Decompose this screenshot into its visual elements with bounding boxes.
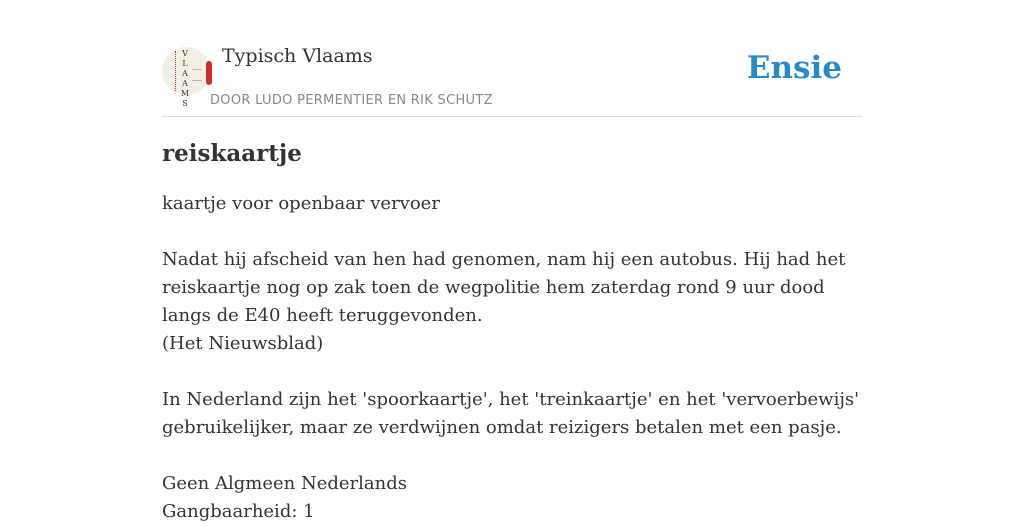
site-title[interactable]: Typisch Vlaams xyxy=(222,45,373,67)
entry-definition: kaartje voor openbaar vervoer xyxy=(162,193,440,214)
logo-letter: S xyxy=(182,99,188,108)
logo-red-bar xyxy=(206,61,212,85)
entry-rating: Gangbaarheid: 1 xyxy=(162,501,315,522)
header xyxy=(162,0,862,117)
entry-body xyxy=(162,190,862,526)
logo-letters xyxy=(180,49,190,109)
logo-letter: A xyxy=(182,79,188,88)
entry-term: reiskaartje xyxy=(162,140,302,167)
logo-letter: L xyxy=(182,59,188,68)
entry-quote: Nadat hij afscheid van hen had genomen, nam hij een autobus. Hij had het reiskaartje nog op zak toen de wegpolitie hem zaterdag rond 9 uur dood langs de E40 heeft teruggevonden. xyxy=(162,249,846,326)
logo-letter: A xyxy=(182,69,188,78)
ensie-brand-logo[interactable]: Ensie xyxy=(746,50,842,86)
entry-label: Geen Algmeen Nederlands xyxy=(162,473,407,494)
byline: DOOR LUDO PERMENTIER EN RIK SCHUTZ xyxy=(210,93,493,108)
logo-letter: V xyxy=(182,49,188,58)
entry-quote-source: (Het Nieuwsblad) xyxy=(162,333,324,354)
logo-letter: M xyxy=(180,89,190,98)
entry-content xyxy=(162,138,862,526)
entry-note: In Nederland zijn het 'spoorkaartje', het 'treinkaartje' en het 'vervoerbewijs' gebruikelijker, maar ze verdwijnen omdat reizigers betalen met een pasje. xyxy=(162,389,860,438)
typisch-vlaams-logo[interactable] xyxy=(162,47,210,108)
logo-lines xyxy=(192,69,202,81)
logo-dotted-line xyxy=(175,51,178,91)
